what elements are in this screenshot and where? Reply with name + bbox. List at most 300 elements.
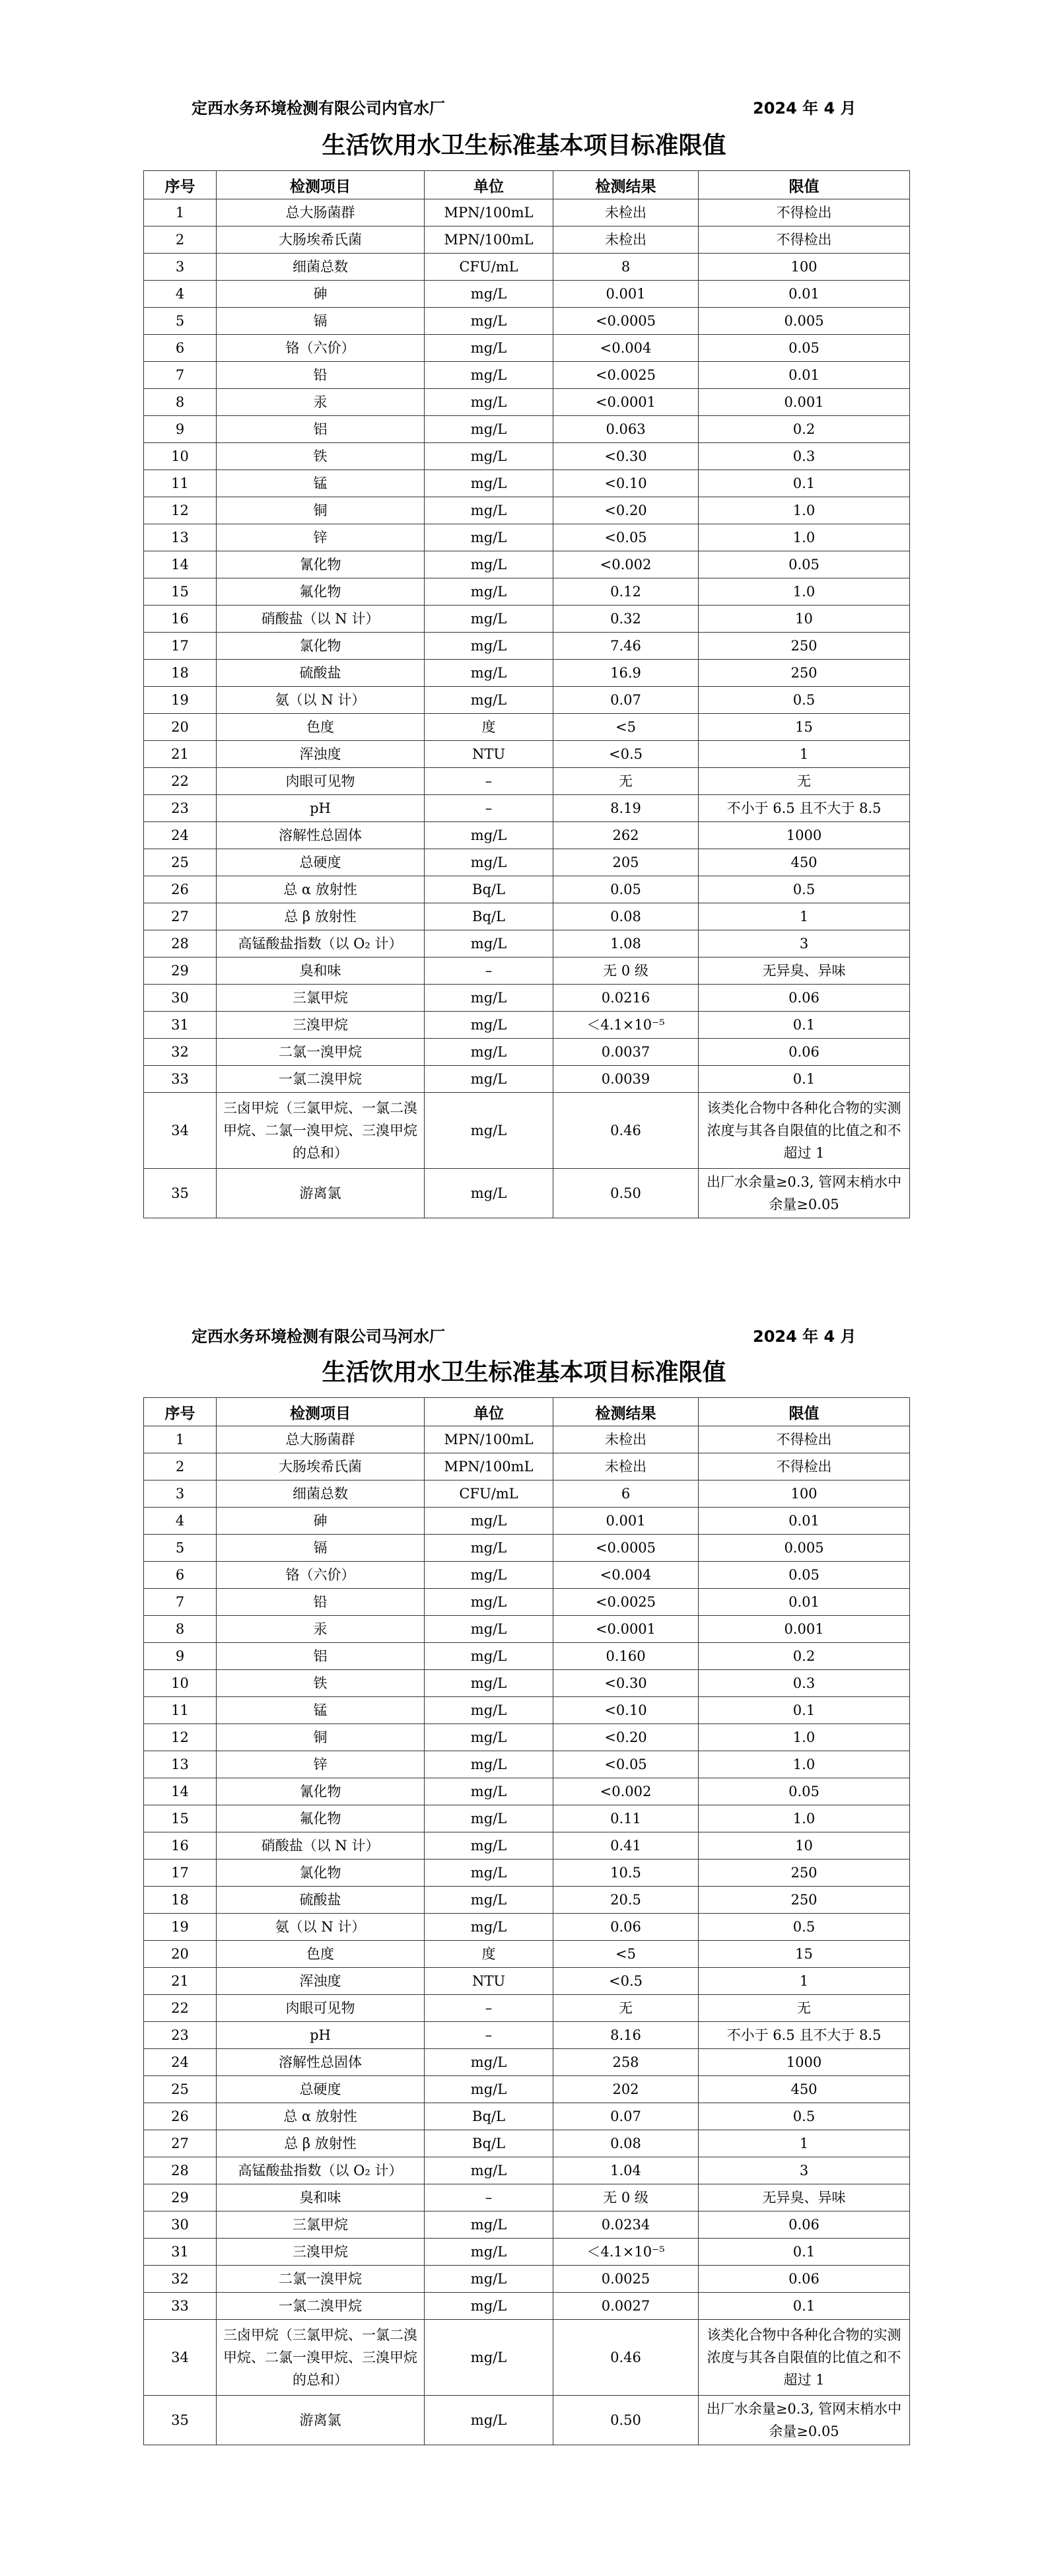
cell-item: 铝 — [217, 1643, 425, 1670]
cell-limit: 10 — [699, 606, 910, 633]
cell-item: 三氯甲烷 — [217, 985, 425, 1012]
cell-unit: mg/L — [425, 389, 553, 416]
cell-index: 21 — [144, 741, 217, 768]
cell-item: 氯化物 — [217, 1860, 425, 1887]
cell-index: 12 — [144, 497, 217, 524]
cell-index: 30 — [144, 2211, 217, 2239]
cell-result: 1.04 — [553, 2157, 699, 2184]
table-row — [144, 1887, 910, 1914]
cell-item: 三卤甲烷（三氯甲烷、一氯二溴甲烷、二氯一溴甲烷、三溴甲烷的总和） — [217, 1093, 425, 1169]
cell-result: 0.001 — [553, 1508, 699, 1535]
cell-index: 3 — [144, 254, 217, 281]
table-row — [144, 930, 910, 957]
cell-item: 硫酸盐 — [217, 660, 425, 687]
table-row — [144, 903, 910, 930]
cell-limit: 出厂水余量≥0.3, 管网末梢水中余量≥0.05 — [699, 1169, 910, 1218]
cell-item: 二氯一溴甲烷 — [217, 2266, 425, 2293]
cell-unit: mg/L — [425, 1805, 553, 1832]
cell-item: 总大肠菌群 — [217, 1426, 425, 1453]
cell-unit: MPN/100mL — [425, 226, 553, 254]
cell-index: 1 — [144, 1426, 217, 1453]
cell-item: 氰化物 — [217, 551, 425, 578]
cell-limit: 0.1 — [699, 2293, 910, 2320]
cell-limit: 0.1 — [699, 470, 910, 497]
cell-result: 未检出 — [553, 226, 699, 254]
table-row — [144, 2293, 910, 2320]
table-row — [144, 1697, 910, 1724]
table-row — [144, 335, 910, 362]
cell-index: 34 — [144, 1093, 217, 1169]
cell-unit: mg/L — [425, 416, 553, 443]
cell-limit: 0.3 — [699, 1670, 910, 1697]
cell-index: 28 — [144, 2157, 217, 2184]
cell-result: 0.0216 — [553, 985, 699, 1012]
cell-unit: 度 — [425, 714, 553, 741]
cell-item: 锰 — [217, 1697, 425, 1724]
cell-result: <5 — [553, 1941, 699, 1968]
cell-result: 205 — [553, 849, 699, 876]
cell-result: <0.0025 — [553, 1589, 699, 1616]
page-title: 生活饮用水卫生标准基本项目标准限值 — [322, 1359, 726, 1386]
cell-index: 26 — [144, 876, 217, 903]
cell-index: 10 — [144, 1670, 217, 1697]
cell-result: 0.46 — [553, 2320, 699, 2396]
report-date: 2024 年 4 月 — [753, 99, 856, 118]
table-row — [144, 1805, 910, 1832]
cell-limit: 0.001 — [699, 1616, 910, 1643]
cell-unit: mg/L — [425, 2157, 553, 2184]
cell-limit: 10 — [699, 1832, 910, 1860]
cell-unit: mg/L — [425, 1724, 553, 1751]
cell-item: pH — [217, 795, 425, 822]
cell-result: <0.0025 — [553, 362, 699, 389]
cell-unit: mg/L — [425, 2396, 553, 2445]
cell-item: 臭和味 — [217, 957, 425, 985]
cell-item: 色度 — [217, 714, 425, 741]
cell-item: 总 β 放射性 — [217, 2130, 425, 2157]
cell-limit: 100 — [699, 1480, 910, 1508]
table-row — [144, 1480, 910, 1508]
cell-limit: 250 — [699, 633, 910, 660]
cell-result: 0.05 — [553, 876, 699, 903]
cell-result: 16.9 — [553, 660, 699, 687]
cell-limit: 0.1 — [699, 1012, 910, 1039]
cell-item: 铬（六价） — [217, 335, 425, 362]
table-row — [144, 470, 910, 497]
cell-unit: mg/L — [425, 1887, 553, 1914]
cell-item: 总硬度 — [217, 2076, 425, 2103]
table-row — [144, 1039, 910, 1066]
cell-index: 13 — [144, 1751, 217, 1778]
cell-limit: 250 — [699, 1887, 910, 1914]
cell-unit: mg/L — [425, 930, 553, 957]
cell-unit: mg/L — [425, 578, 553, 606]
cell-unit: mg/L — [425, 335, 553, 362]
cell-index: 17 — [144, 1860, 217, 1887]
cell-limit: 0.5 — [699, 876, 910, 903]
cell-unit: mg/L — [425, 849, 553, 876]
cell-unit: mg/L — [425, 497, 553, 524]
cell-item: 游离氯 — [217, 2396, 425, 2445]
cell-result: 0.0039 — [553, 1066, 699, 1093]
cell-index: 28 — [144, 930, 217, 957]
cell-result: <0.05 — [553, 524, 699, 551]
cell-item: 色度 — [217, 1941, 425, 1968]
cell-item: 总大肠菌群 — [217, 199, 425, 226]
cell-item: 总 α 放射性 — [217, 876, 425, 903]
cell-limit: 15 — [699, 1941, 910, 1968]
cell-limit: 1 — [699, 741, 910, 768]
cell-index: 11 — [144, 470, 217, 497]
cell-index: 34 — [144, 2320, 217, 2396]
table-row — [144, 1453, 910, 1480]
cell-result: 无 — [553, 768, 699, 795]
cell-limit: 450 — [699, 849, 910, 876]
table-row — [144, 1724, 910, 1751]
cell-index: 3 — [144, 1480, 217, 1508]
cell-unit: NTU — [425, 1968, 553, 1995]
cell-result: <0.004 — [553, 335, 699, 362]
cell-limit: 无异臭、异味 — [699, 2184, 910, 2211]
cell-result: 20.5 — [553, 1887, 699, 1914]
cell-limit: 3 — [699, 2157, 910, 2184]
cell-item: 砷 — [217, 281, 425, 308]
cell-unit: mg/L — [425, 1039, 553, 1066]
cell-index: 26 — [144, 2103, 217, 2130]
cell-index: 13 — [144, 524, 217, 551]
cell-unit: mg/L — [425, 1508, 553, 1535]
cell-result: <0.5 — [553, 741, 699, 768]
table-row — [144, 1426, 910, 1453]
cell-result: 0.41 — [553, 1832, 699, 1860]
cell-index: 5 — [144, 1535, 217, 1562]
cell-item: 三氯甲烷 — [217, 2211, 425, 2239]
cell-index: 6 — [144, 335, 217, 362]
cell-index: 33 — [144, 1066, 217, 1093]
table-row — [144, 1066, 910, 1093]
cell-result: <5 — [553, 714, 699, 741]
cell-item: 铅 — [217, 362, 425, 389]
header-index: 序号 — [144, 171, 217, 199]
cell-result: 0.07 — [553, 2103, 699, 2130]
cell-unit: mg/L — [425, 2076, 553, 2103]
cell-unit: mg/L — [425, 362, 553, 389]
cell-index: 20 — [144, 714, 217, 741]
cell-unit: mg/L — [425, 551, 553, 578]
cell-index: 33 — [144, 2293, 217, 2320]
cell-index: 2 — [144, 1453, 217, 1480]
cell-item: 浑浊度 — [217, 1968, 425, 1995]
header-unit: 单位 — [425, 1398, 553, 1426]
cell-limit: 无 — [699, 768, 910, 795]
cell-unit: mg/L — [425, 2049, 553, 2076]
cell-item: 氨（以 N 计） — [217, 687, 425, 714]
cell-unit: mg/L — [425, 1093, 553, 1169]
header-index: 序号 — [144, 1398, 217, 1426]
cell-unit: MPN/100mL — [425, 199, 553, 226]
cell-index: 4 — [144, 281, 217, 308]
cell-result: 8 — [553, 254, 699, 281]
cell-result: 0.46 — [553, 1093, 699, 1169]
cell-unit: CFU/mL — [425, 1480, 553, 1508]
header-unit: 单位 — [425, 171, 553, 199]
cell-item: 砷 — [217, 1508, 425, 1535]
cell-result: <0.10 — [553, 470, 699, 497]
table-row — [144, 1995, 910, 2022]
cell-index: 10 — [144, 443, 217, 470]
cell-result: 202 — [553, 2076, 699, 2103]
table-row — [144, 254, 910, 281]
cell-limit: 1.0 — [699, 497, 910, 524]
cell-index: 24 — [144, 2049, 217, 2076]
cell-item: 三卤甲烷（三氯甲烷、一氯二溴甲烷、二氯一溴甲烷、三溴甲烷的总和） — [217, 2320, 425, 2396]
cell-limit: 0.06 — [699, 2211, 910, 2239]
table-row — [144, 2396, 910, 2445]
table-row — [144, 2184, 910, 2211]
cell-limit: 1.0 — [699, 524, 910, 551]
cell-limit: 0.05 — [699, 551, 910, 578]
table-row — [144, 1508, 910, 1535]
cell-result: 无 — [553, 1995, 699, 2022]
cell-result: 0.0234 — [553, 2211, 699, 2239]
cell-limit: 不小于 6.5 且不大于 8.5 — [699, 795, 910, 822]
cell-index: 18 — [144, 1887, 217, 1914]
cell-result: <0.5 — [553, 1968, 699, 1995]
cell-result: 0.12 — [553, 578, 699, 606]
table-row — [144, 2076, 910, 2103]
cell-limit: 不得检出 — [699, 1453, 910, 1480]
cell-unit: NTU — [425, 741, 553, 768]
cell-index: 5 — [144, 308, 217, 335]
cell-limit: 1 — [699, 1968, 910, 1995]
cell-index: 8 — [144, 1616, 217, 1643]
cell-index: 23 — [144, 795, 217, 822]
cell-result: 0.11 — [553, 1805, 699, 1832]
cell-item: 一氯二溴甲烷 — [217, 1066, 425, 1093]
cell-item: 硝酸盐（以 N 计） — [217, 606, 425, 633]
cell-index: 27 — [144, 903, 217, 930]
table-row — [144, 606, 910, 633]
table-row — [144, 822, 910, 849]
table-row — [144, 389, 910, 416]
table-row — [144, 1012, 910, 1039]
cell-index: 35 — [144, 1169, 217, 1218]
cell-result: <0.20 — [553, 1724, 699, 1751]
table-row — [144, 281, 910, 308]
cell-result: 7.46 — [553, 633, 699, 660]
cell-index: 7 — [144, 362, 217, 389]
cell-unit: mg/L — [425, 1562, 553, 1589]
cell-index: 7 — [144, 1589, 217, 1616]
cell-index: 35 — [144, 2396, 217, 2445]
cell-limit: 0.5 — [699, 2103, 910, 2130]
table-row — [144, 2103, 910, 2130]
cell-item: 锌 — [217, 524, 425, 551]
cell-result: 0.50 — [553, 1169, 699, 1218]
cell-limit: 250 — [699, 660, 910, 687]
cell-item: 臭和味 — [217, 2184, 425, 2211]
cell-unit: mg/L — [425, 633, 553, 660]
cell-result: 8.16 — [553, 2022, 699, 2049]
cell-limit: 无 — [699, 1995, 910, 2022]
cell-limit: 不得检出 — [699, 199, 910, 226]
table-row — [144, 687, 910, 714]
table-row — [144, 443, 910, 470]
report-date: 2024 年 4 月 — [753, 1327, 856, 1346]
cell-index: 19 — [144, 687, 217, 714]
cell-item: 细菌总数 — [217, 254, 425, 281]
table-row — [144, 2022, 910, 2049]
cell-result: 1.08 — [553, 930, 699, 957]
header-result: 检测结果 — [553, 1398, 699, 1426]
cell-limit: 0.05 — [699, 1778, 910, 1805]
cell-unit: mg/L — [425, 687, 553, 714]
table-row — [144, 1670, 910, 1697]
cell-result: <0.05 — [553, 1751, 699, 1778]
table-row — [144, 2157, 910, 2184]
table-row — [144, 1751, 910, 1778]
table-row — [144, 985, 910, 1012]
cell-limit: 1000 — [699, 2049, 910, 2076]
cell-index: 22 — [144, 1995, 217, 2022]
table-row — [144, 660, 910, 687]
cell-item: 二氯一溴甲烷 — [217, 1039, 425, 1066]
cell-result: 258 — [553, 2049, 699, 2076]
cell-limit: 该类化合物中各种化合物的实测浓度与其各自限值的比值之和不超过 1 — [699, 2320, 910, 2396]
cell-item: 镉 — [217, 308, 425, 335]
table-row — [144, 2320, 910, 2396]
cell-result: 10.5 — [553, 1860, 699, 1887]
cell-index: 12 — [144, 1724, 217, 1751]
cell-index: 30 — [144, 985, 217, 1012]
cell-limit: 0.01 — [699, 281, 910, 308]
cell-unit: – — [425, 768, 553, 795]
cell-result: 0.0025 — [553, 2266, 699, 2293]
cell-index: 27 — [144, 2130, 217, 2157]
cell-limit: 0.3 — [699, 443, 910, 470]
cell-item: 三溴甲烷 — [217, 1012, 425, 1039]
cell-limit: 1.0 — [699, 578, 910, 606]
cell-unit: mg/L — [425, 1012, 553, 1039]
cell-index: 31 — [144, 2239, 217, 2266]
table-row — [144, 1643, 910, 1670]
cell-item: 氟化物 — [217, 578, 425, 606]
cell-index: 24 — [144, 822, 217, 849]
table-row — [144, 551, 910, 578]
cell-unit: mg/L — [425, 2266, 553, 2293]
company-name: 定西水务环境检测有限公司马河水厂 — [192, 1327, 445, 1346]
cell-unit: mg/L — [425, 524, 553, 551]
cell-result: 8.19 — [553, 795, 699, 822]
cell-result: 0.160 — [553, 1643, 699, 1670]
cell-result: 0.0037 — [553, 1039, 699, 1066]
cell-index: 31 — [144, 1012, 217, 1039]
cell-unit: mg/L — [425, 1589, 553, 1616]
cell-result: <0.0001 — [553, 1616, 699, 1643]
cell-unit: mg/L — [425, 1778, 553, 1805]
table-row — [144, 1941, 910, 1968]
standards-table — [143, 170, 910, 1218]
cell-item: 氟化物 — [217, 1805, 425, 1832]
cell-limit: 0.01 — [699, 1508, 910, 1535]
cell-limit: 1 — [699, 2130, 910, 2157]
table-row — [144, 1169, 910, 1218]
cell-index: 29 — [144, 957, 217, 985]
table-row — [144, 1914, 910, 1941]
table-row — [144, 1968, 910, 1995]
cell-unit: – — [425, 2022, 553, 2049]
cell-index: 25 — [144, 849, 217, 876]
cell-limit: 0.5 — [699, 687, 910, 714]
standards-table — [143, 1397, 910, 2445]
cell-result: <0.0005 — [553, 308, 699, 335]
cell-index: 17 — [144, 633, 217, 660]
cell-item: 肉眼可见物 — [217, 1995, 425, 2022]
cell-unit: mg/L — [425, 660, 553, 687]
cell-item: 高锰酸盐指数（以 O₂ 计） — [217, 2157, 425, 2184]
cell-result: <0.002 — [553, 551, 699, 578]
cell-index: 9 — [144, 1643, 217, 1670]
table-row — [144, 199, 910, 226]
header-item: 检测项目 — [217, 171, 425, 199]
table-row — [144, 714, 910, 741]
table-row — [144, 876, 910, 903]
cell-result: <0.10 — [553, 1697, 699, 1724]
cell-result: <0.30 — [553, 1670, 699, 1697]
cell-item: 铁 — [217, 443, 425, 470]
header-limit: 限值 — [699, 171, 910, 199]
cell-unit: mg/L — [425, 2320, 553, 2396]
cell-unit: Bq/L — [425, 903, 553, 930]
cell-item: 镉 — [217, 1535, 425, 1562]
cell-unit: 度 — [425, 1941, 553, 1968]
cell-unit: Bq/L — [425, 2103, 553, 2130]
cell-index: 14 — [144, 551, 217, 578]
cell-index: 18 — [144, 660, 217, 687]
cell-unit: mg/L — [425, 470, 553, 497]
cell-item: 大肠埃希氏菌 — [217, 1453, 425, 1480]
header-item: 检测项目 — [217, 1398, 425, 1426]
cell-limit: 不得检出 — [699, 1426, 910, 1453]
cell-result: 0.063 — [553, 416, 699, 443]
cell-limit: 0.1 — [699, 1066, 910, 1093]
cell-item: 大肠埃希氏菌 — [217, 226, 425, 254]
cell-limit: 1000 — [699, 822, 910, 849]
cell-limit: 出厂水余量≥0.3, 管网末梢水中余量≥0.05 — [699, 2396, 910, 2445]
cell-result: 无 0 级 — [553, 2184, 699, 2211]
cell-result: 262 — [553, 822, 699, 849]
cell-item: 锌 — [217, 1751, 425, 1778]
table-row — [144, 1535, 910, 1562]
cell-limit: 3 — [699, 930, 910, 957]
cell-item: 总硬度 — [217, 849, 425, 876]
cell-item: 总 α 放射性 — [217, 2103, 425, 2130]
cell-item: 氯化物 — [217, 633, 425, 660]
cell-unit: mg/L — [425, 822, 553, 849]
cell-item: 汞 — [217, 1616, 425, 1643]
cell-index: 15 — [144, 1805, 217, 1832]
cell-item: 硫酸盐 — [217, 1887, 425, 1914]
cell-result: 0.07 — [553, 687, 699, 714]
cell-unit: – — [425, 1995, 553, 2022]
cell-index: 15 — [144, 578, 217, 606]
table-row — [144, 2049, 910, 2076]
cell-item: 氨（以 N 计） — [217, 1914, 425, 1941]
cell-unit: – — [425, 795, 553, 822]
cell-index: 20 — [144, 1941, 217, 1968]
table-body — [144, 1426, 910, 2445]
cell-limit: 0.005 — [699, 308, 910, 335]
